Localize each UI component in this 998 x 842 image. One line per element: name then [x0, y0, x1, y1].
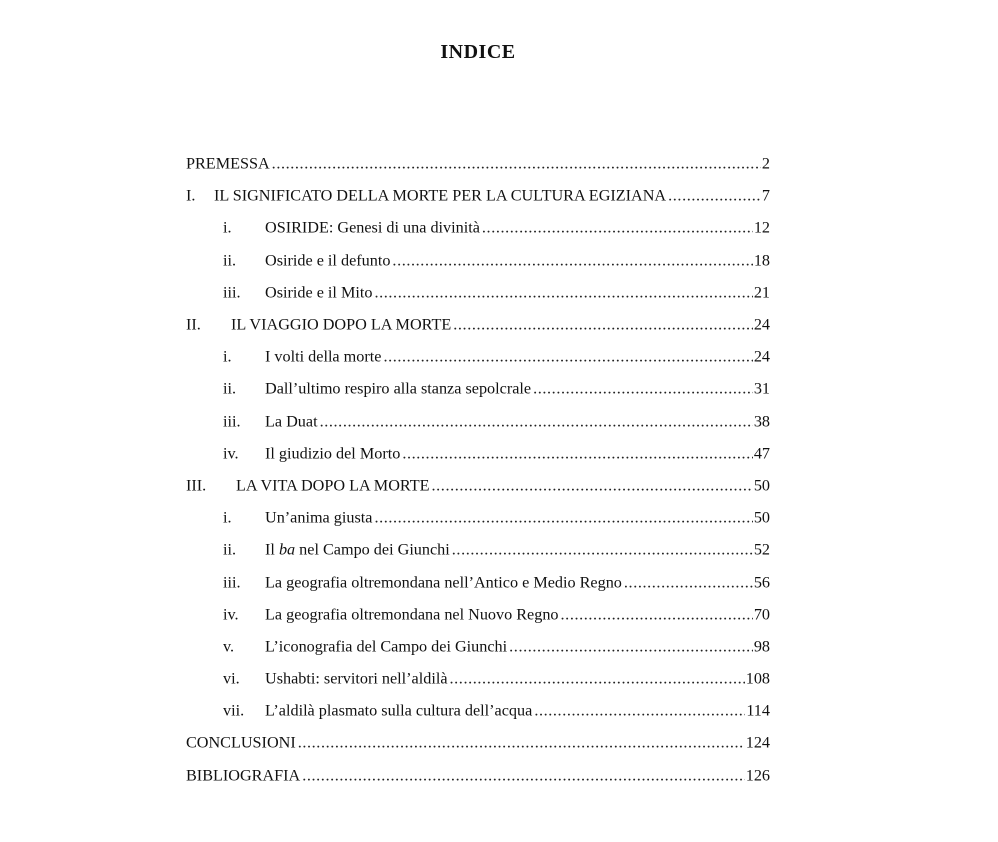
toc-entry-text: Osiride e il Mito — [265, 283, 373, 302]
toc-entry-number: iv. — [223, 605, 239, 624]
toc-page-number: 108 — [745, 669, 770, 688]
toc-entry-text: I volti della morte — [265, 347, 382, 366]
toc-entry-section[interactable] — [186, 245, 770, 277]
toc-entry-text: PREMESSA — [186, 154, 270, 173]
toc-entry-text: IL SIGNIFICATO DELLA MORTE PER LA CULTURA EGIZIANA — [214, 186, 667, 205]
toc-entry-text: BIBLIOGRAFIA — [186, 766, 301, 785]
toc-entry-text: CONCLUSIONI — [186, 733, 296, 752]
toc-entry-section[interactable] — [186, 341, 770, 373]
toc-entry-text: La geografia oltremondana nell’Antico e Medio Regno — [265, 573, 622, 592]
toc-entry-bibliografia[interactable] — [186, 760, 770, 792]
toc-entry-section[interactable] — [186, 406, 770, 438]
toc-entry-text: OSIRIDE: Genesi di una divinità — [265, 218, 480, 237]
toc-entry-section[interactable] — [186, 502, 770, 534]
toc-entry-number: iii. — [223, 573, 241, 592]
toc-entry-number: v. — [223, 637, 235, 656]
toc-entry-conclusioni[interactable] — [186, 727, 770, 759]
toc-entry-number: iv. — [223, 444, 239, 463]
toc-entry-number: II. — [186, 315, 201, 334]
toc-entry-text: Il ba nel Campo dei Giunchi — [265, 540, 450, 559]
toc-entry-chapter-1[interactable] — [186, 180, 770, 212]
toc-entry-number: ii. — [223, 540, 237, 559]
toc-page-number: 50 — [753, 508, 770, 527]
toc-entry-text: L’aldilà plasmato sulla cultura dell’acqua — [265, 701, 533, 720]
toc-page-number: 126 — [745, 766, 770, 785]
toc-entry-section[interactable] — [186, 663, 770, 695]
toc-page-number: 52 — [753, 540, 770, 559]
toc-entry-section[interactable] — [186, 695, 770, 727]
toc-entry-premessa[interactable] — [186, 148, 770, 180]
toc-page-number: 18 — [753, 251, 770, 270]
toc-page-number: 7 — [761, 186, 770, 205]
toc-entry-text: Ushabti: servitori nell’aldilà — [265, 669, 448, 688]
toc-page-number: 98 — [753, 637, 770, 656]
toc-entry-chapter-2[interactable] — [186, 309, 770, 341]
toc-entry-number: iii. — [223, 283, 241, 302]
toc-page-number: 50 — [753, 476, 770, 495]
toc-entry-number: i. — [223, 508, 232, 527]
toc-page-number: 24 — [753, 347, 770, 366]
toc-entry-number: ii. — [223, 379, 237, 398]
toc-entry-text: La geografia oltremondana nel Nuovo Regno — [265, 605, 559, 624]
toc-page-number: 31 — [753, 379, 770, 398]
toc-page-number: 124 — [745, 733, 770, 752]
toc-page-number: 2 — [761, 154, 770, 173]
toc-entry-number: vii. — [223, 701, 245, 720]
toc-entry-section[interactable] — [186, 566, 770, 598]
toc-entry-section[interactable] — [186, 438, 770, 470]
toc-page-number: 56 — [753, 573, 770, 592]
toc-entry-text: Osiride e il defunto — [265, 251, 391, 270]
toc-entry-section[interactable] — [186, 631, 770, 663]
toc-entry-number: vi. — [223, 669, 240, 688]
toc-entry-text: L’iconografia del Campo dei Giunchi — [265, 637, 508, 656]
toc-entry-text: La Duat — [265, 412, 318, 431]
toc-page-number: 24 — [753, 315, 770, 334]
toc-entry-chapter-3[interactable] — [186, 470, 770, 502]
toc-page-number: 70 — [753, 605, 770, 624]
toc-entry-number: iii. — [223, 412, 241, 431]
toc-entry-text: Un’anima giusta — [265, 508, 373, 527]
toc-entry-section[interactable] — [186, 212, 770, 244]
toc-entry-number: i. — [223, 347, 232, 366]
toc-page-number: 38 — [753, 412, 770, 431]
toc-entry-text: LA VITA DOPO LA MORTE — [236, 476, 430, 495]
toc-page-number: 21 — [753, 283, 770, 302]
toc-entry-section[interactable] — [186, 534, 770, 566]
toc-entry-section[interactable] — [186, 373, 770, 405]
toc-entry-text: IL VIAGGIO DOPO LA MORTE — [231, 315, 452, 334]
toc-entry-number: ii. — [223, 251, 237, 270]
toc-entry-section[interactable] — [186, 277, 770, 309]
toc-entry-text: Dall’ultimo respiro alla stanza sepolcrale — [265, 379, 532, 398]
toc-entry-number: III. — [186, 476, 207, 495]
table-of-contents — [186, 148, 770, 792]
toc-entry-number: i. — [223, 218, 232, 237]
toc-page-number: 47 — [753, 444, 770, 463]
page-title: INDICE — [440, 41, 516, 63]
toc-entry-section[interactable] — [186, 599, 770, 631]
toc-page-number: 12 — [753, 218, 770, 237]
toc-page-number: 114 — [746, 701, 770, 720]
toc-entry-text: Il giudizio del Morto — [265, 444, 401, 463]
toc-entry-number: I. — [186, 186, 196, 205]
